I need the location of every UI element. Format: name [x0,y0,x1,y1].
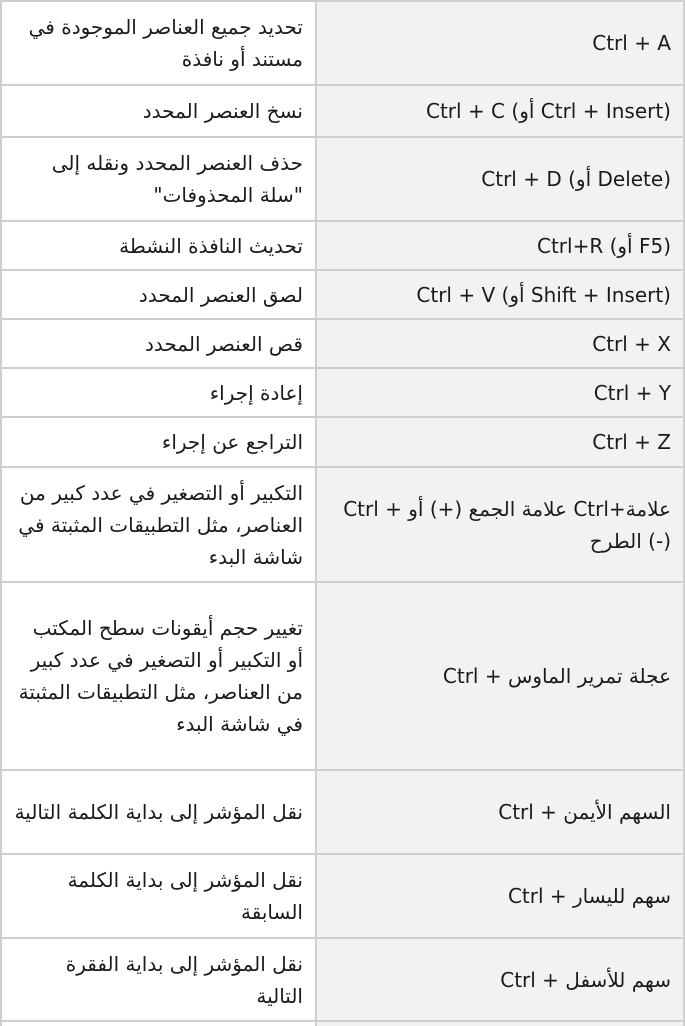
description-text: إعادة إجراء [209,380,303,405]
shortcut-text: Ctrl + سهم للأسفل [500,967,671,992]
table-row [1,319,684,368]
shortcut-cell [316,137,684,221]
table-row [1,1,684,85]
description-text: تغيير حجم أيقونات سطح المكتب أو التكبير أو التصغير في عدد كبير من العناصر، مثل التطبيقات المثبتة في شاشة البدء [18,616,303,736]
description-cell [1,221,316,270]
shortcut-cell [316,368,684,417]
shortcut-cell [316,582,684,770]
shortcut-text: Ctrl + X [592,331,671,356]
shortcut-cell [316,221,684,270]
description-text: تحديد جميع العناصر الموجودة في مستند أو نافذة [28,15,303,71]
shortcut-text: Ctrl + Z [592,430,671,454]
table-row [1,770,684,854]
description-cell [1,854,316,938]
shortcut-text: Ctrl + D (أو Delete) [481,167,671,191]
shortcut-text: Ctrl + C (أو Ctrl + Insert) [426,99,671,123]
shortcut-text: Ctrl + A [592,31,671,55]
table-row [1,938,684,1021]
shortcut-cell [316,319,684,368]
table-row [1,368,684,417]
table-row [1,417,684,467]
shortcut-text: Ctrl+R (أو F5) [536,233,671,258]
description-text: قص العنصر المحدد [144,331,303,356]
table-row [1,270,684,319]
shortcut-text: Ctrl + سهم لليسار [507,884,671,908]
description-cell [1,770,316,854]
description-cell [1,417,316,467]
table-row [1,85,684,137]
shortcut-cell [316,467,684,582]
description-text: نقل المؤشر إلى بداية الفقرة التالية [65,951,303,1008]
description-cell [1,85,316,137]
table-row [1,137,684,221]
table-row [1,467,684,582]
description-text: لصق العنصر المحدد [138,282,303,307]
description-text: نسخ العنصر المحدد [142,99,303,123]
shortcut-text: Ctrl + عجلة تمرير الماوس [442,664,671,688]
shortcut-cell [316,270,684,319]
description-cell [1,368,316,417]
description-text: تحديث النافذة النشطة [119,233,303,258]
description-cell [1,938,316,1021]
shortcuts-table-body [1,1,684,1026]
shortcut-cell [316,85,684,137]
shortcut-cell [316,1,684,85]
table-row-edge [1,1021,684,1026]
table-row [1,582,684,770]
description-text: التراجع عن إجراء [161,430,303,454]
shortcut-cell [316,938,684,1021]
description-cell [1,467,316,582]
description-cell [1,582,316,770]
description-cell [1,1,316,85]
shortcut-text: Ctrl + السهم الأيمن [498,800,671,824]
description-text: حذف العنصر المحدد ونقله إلى "سلة المحذوفات" [51,151,303,207]
edge-cell [1,1021,316,1026]
shortcut-cell [316,770,684,854]
shortcut-cell [316,854,684,938]
table-row [1,221,684,270]
shortcut-text: Ctrl + علامة الجمع (+) أو Ctrl+علامة الطرح (-) [343,496,671,553]
shortcut-text: Ctrl + V (أو Shift + Insert) [416,282,671,307]
edge-cell [316,1021,684,1026]
description-cell [1,270,316,319]
description-text: التكبير أو التصغير في عدد كبير من العناصر، مثل التطبيقات المثبتة في شاشة البدء [18,480,303,569]
description-text: نقل المؤشر إلى بداية الكلمة التالية [14,800,303,824]
description-text: نقل المؤشر إلى بداية الكلمة السابقة [67,868,303,924]
description-cell [1,137,316,221]
table-row [1,854,684,938]
description-cell [1,319,316,368]
shortcut-cell [316,417,684,467]
shortcut-text: Ctrl + Y [593,380,671,405]
